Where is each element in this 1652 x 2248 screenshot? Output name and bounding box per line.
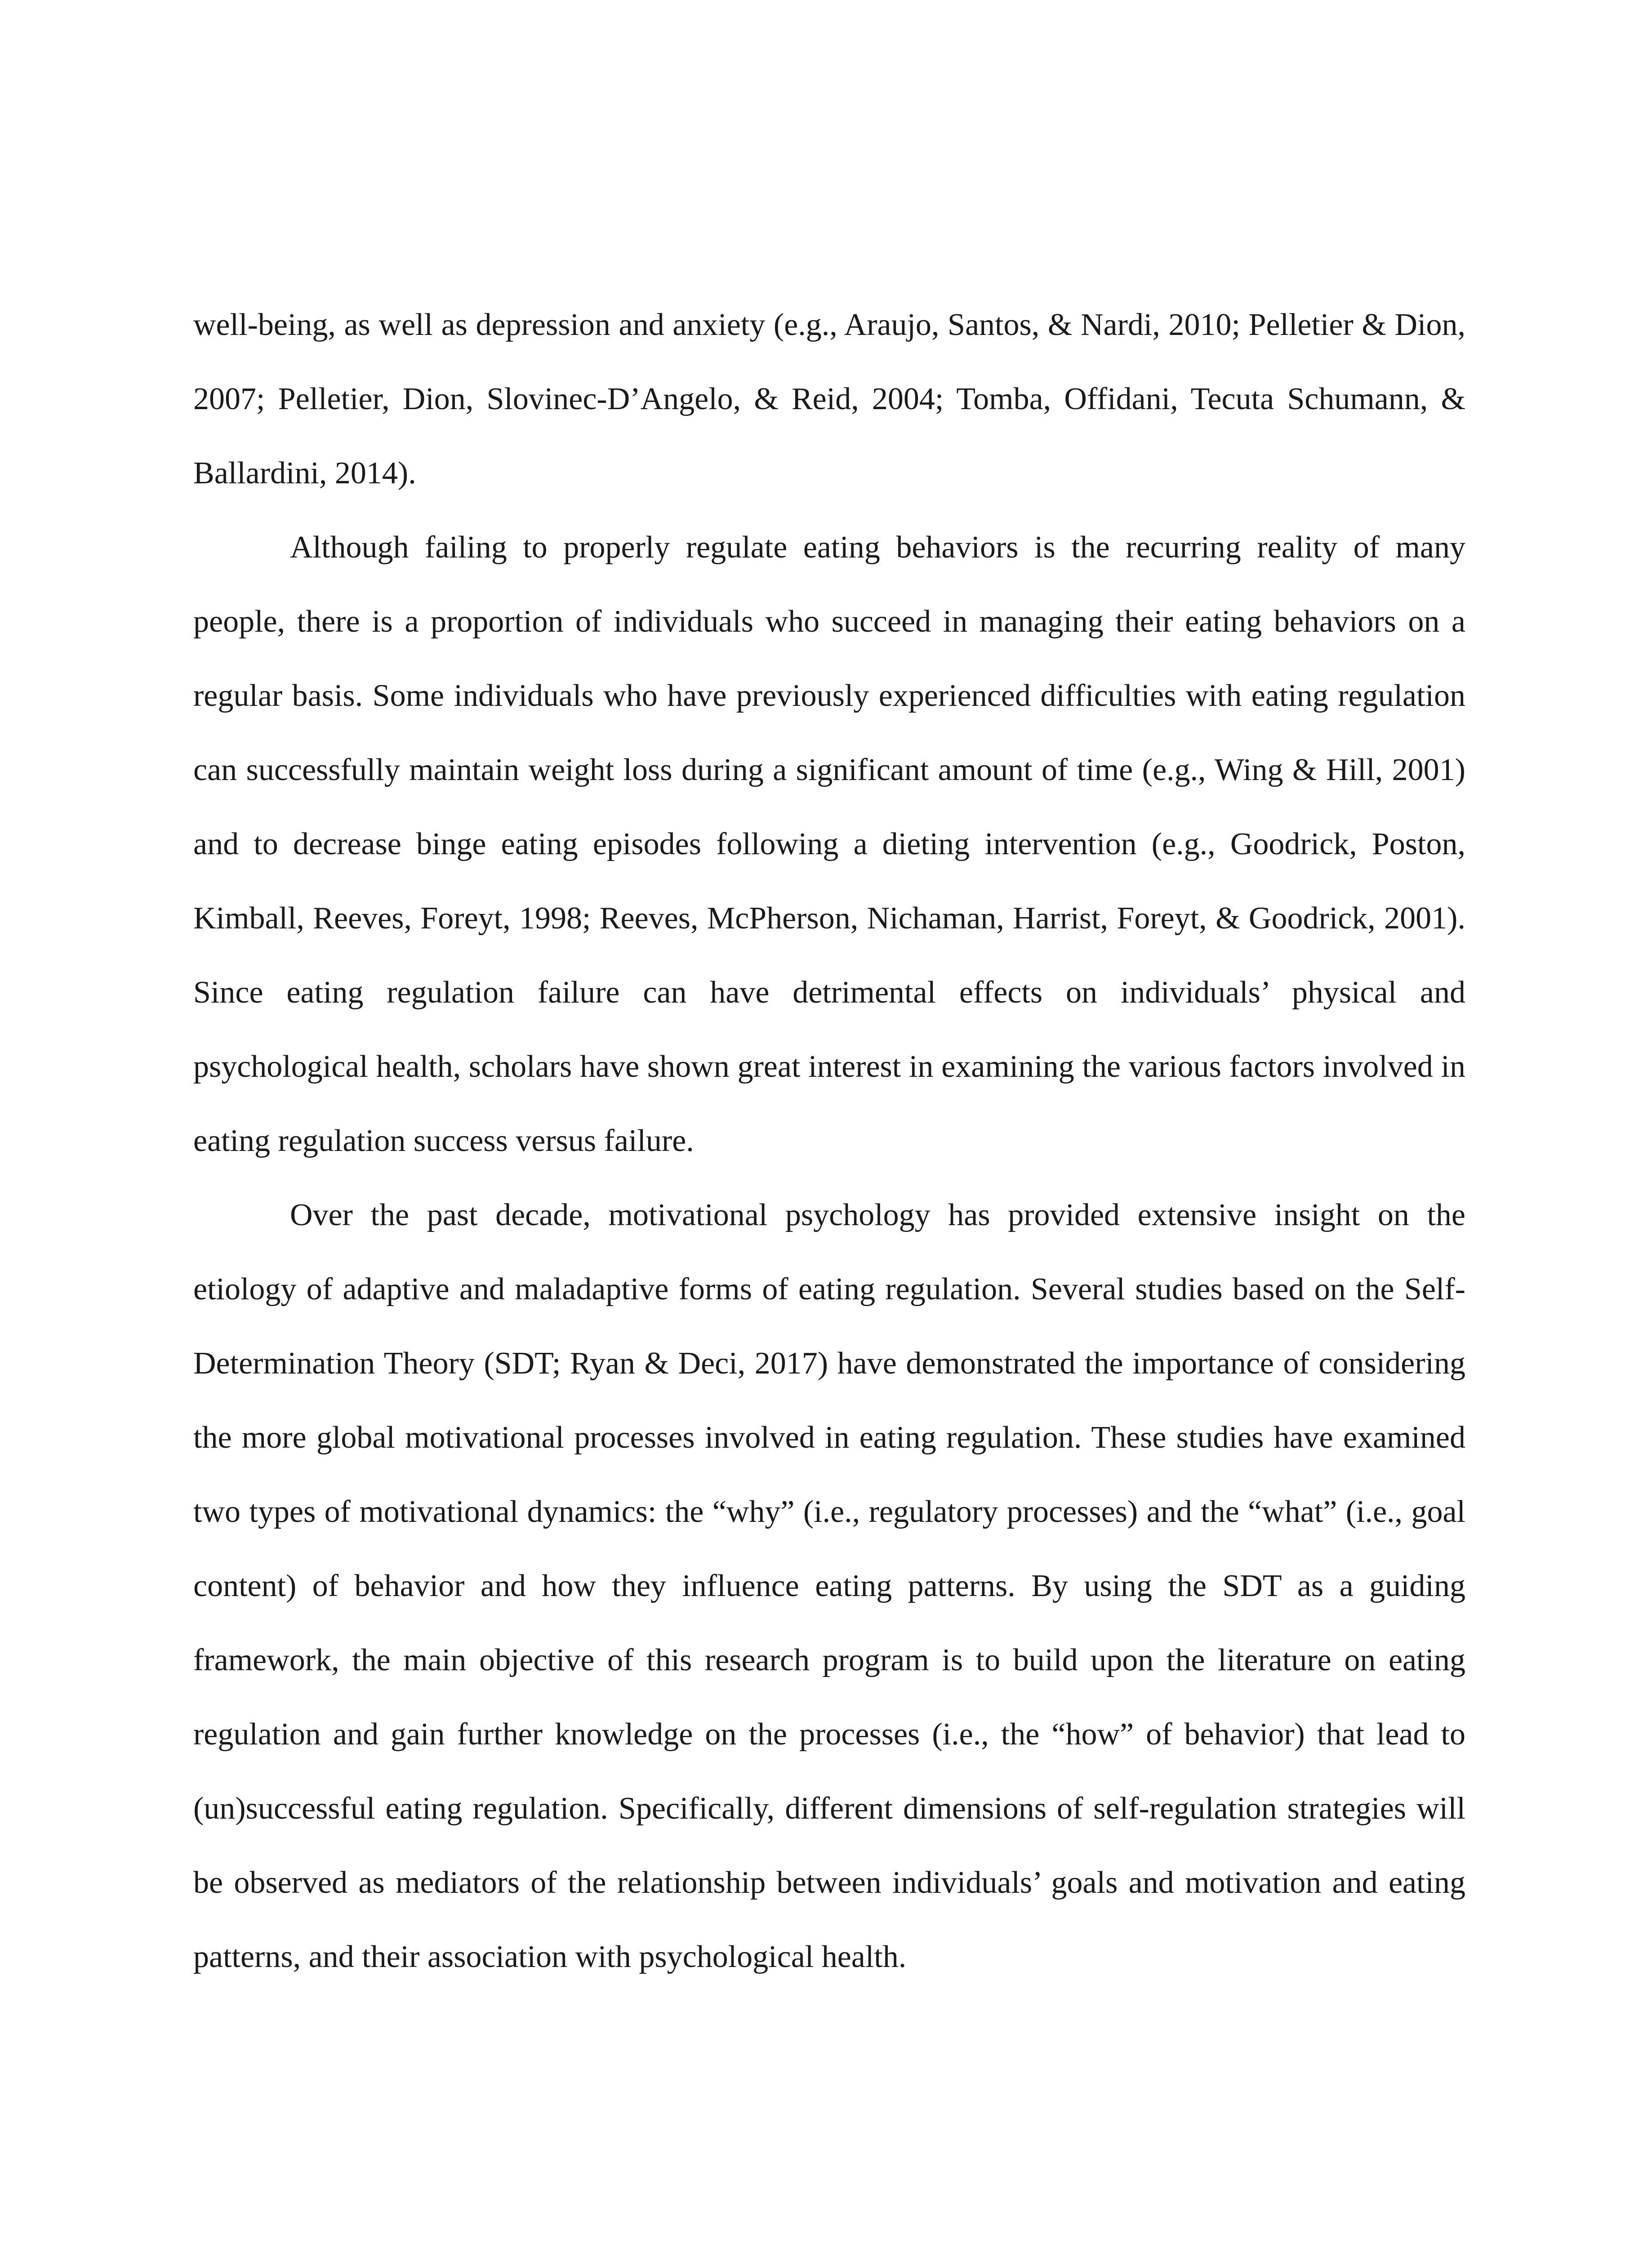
body-text	[193, 288, 1465, 1994]
paragraph-eating-regulation-success: Although failing to properly regulate eating behaviors is the recurring reality of many people, there is a proportion of individuals who succeed in managing their eating behaviors on a regular basis. Some individuals who have previously experienced difficulties with eating regulation can successfully maintain weight loss during a significant amount of time (e.g., Wing & Hill, 2001) and to decrease binge eating episodes following a dieting intervention (e.g., Goodrick, Poston, Kimball, Reeves, Foreyt, 1998; Reeves, McPherson, Nichaman, Harrist, Foreyt, & Goodrick, 2001). Since eating regulation failure can have detrimental effects on individuals’ physical and psychological health, scholars have shown great interest in examining the various factors involved in eating regulation success versus failure.	[193, 530, 1465, 1158]
paragraph-continued: well-being, as well as depression and anxiety (e.g., Araujo, Santos, & Nardi, 2010; Pelletier & Dion, 2007; Pelletier, Dion, Slovinec-D’Angelo, & Reid, 2004; Tomba, Offidani, Tecuta Schumann, & Ballardini, 2014).	[193, 308, 1465, 491]
paragraph-motivational-psychology: Over the past decade, motivational psychology has provided extensive insight on the etiology of adaptive and maladaptive forms of eating regulation. Several studies based on the Self-Determination Theory (SDT; Ryan & Deci, 2017) have demonstrated the importance of considering the more global motivational processes involved in eating regulation. These studies have examined two types of motivational dynamics: the “why” (i.e., regulatory processes) and the “what” (i.e., goal content) of behavior and how they influence eating patterns. By using the SDT as a guiding framework, the main objective of this research program is to build upon the literature on eating regulation and gain further knowledge on the processes (i.e., the “how” of behavior) that lead to (un)successful eating regulation. Specifically, different dimensions of self-regulation strategies will be observed as mediators of the relationship between individuals’ goals and motivation and eating patterns, and their association with psychological health.	[193, 1198, 1465, 1974]
